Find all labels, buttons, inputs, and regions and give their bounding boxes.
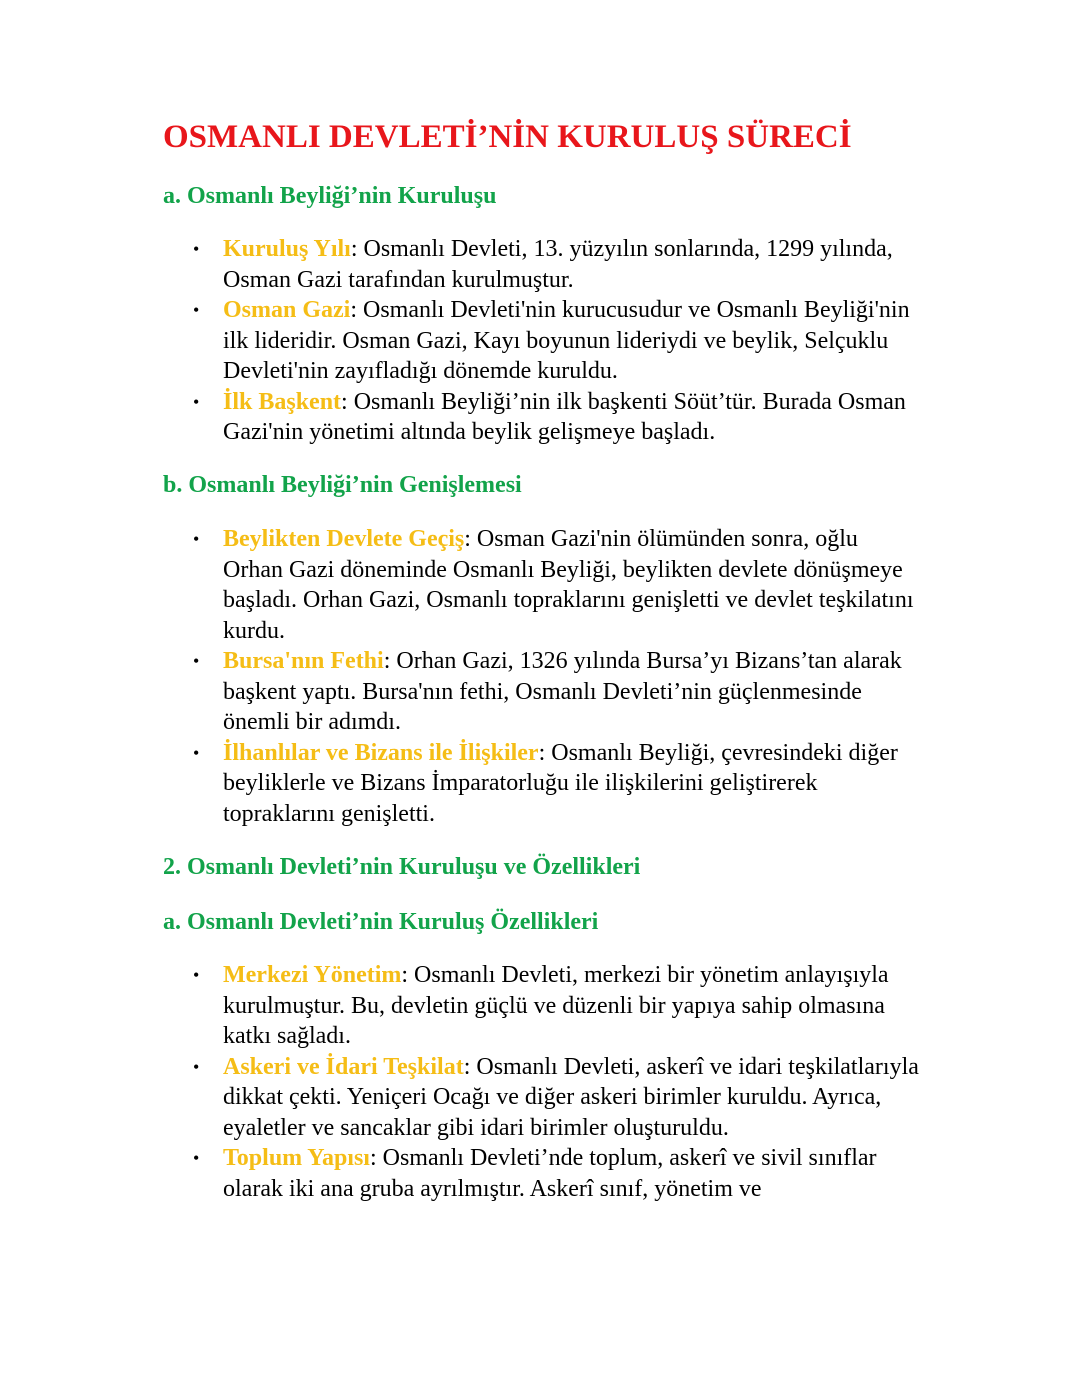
bullet-icon: • [193, 651, 200, 671]
term-label: İlhanlılar ve Bizans ile İlişkiler [223, 739, 539, 766]
item-text: : Osmanlı Devleti'nin kurucusudur ve Osmanlı Beyliği'nin ilk lideridir. Osman Gazi, Kayı boyunun lideriydi ve beylik, Selçuklu Devleti'nin zayıfladığı dönemde kuruldu. [223, 297, 910, 384]
list-item [0, 295, 923, 387]
bullet-icon: • [193, 391, 200, 412]
item-text: : Osmanlı Devleti’nde toplum, askerî ve sivil sınıflar olarak iki ana gruba ayrılmıştır. Askerî sınıf, yönetim ve [223, 1145, 877, 1202]
term-label: Kuruluş Yılı [223, 236, 351, 262]
list-item [0, 960, 923, 1052]
term-label: Beylikten Devlete Geçiş [223, 526, 465, 552]
section-heading: b. Osmanlı Beyliği’nin Genişlemesi [163, 472, 522, 498]
list-item [0, 738, 923, 830]
term-label: Bursa'nın Fethi [223, 648, 384, 674]
item-text: : Osman Gazi'nin ölümünden sonra, oğlu Orhan Gazi döneminde Osmanlı Beyliği, beylikten devlete dönüşmeye başladı. Orhan Gazi, Osmanlı topraklarını genişletti ve devlet teşkilatını kurdu. [223, 526, 914, 644]
page-title: OSMANLI DEVLETİ’NİN KURULUŞ SÜRECİ [163, 119, 852, 155]
list-item [0, 646, 923, 738]
bullet-list [0, 960, 1000, 1204]
list-item [0, 524, 923, 646]
bullet-icon: • [193, 1148, 200, 1168]
bullet-icon: • [193, 300, 200, 320]
list-item [0, 234, 923, 295]
list-item [0, 1143, 923, 1204]
item-text: : Osmanlı Devleti, askerî ve idari teşkilatlarıyla dikkat çekti. Yeniçeri Ocağı ve diğer askeri birimler kuruldu. Ayrıca, eyaletler ve sancaklar gibi idari birimler oluşturuldu. [223, 1053, 919, 1141]
bullet-icon: • [193, 742, 200, 763]
item-text: : Osmanlı Devleti, merkezi bir yönetim anlayışıyla kurulmuştur. Bu, devletin güçlü ve düzenli bir yapıya sahip olmasına katkı sağladı. [223, 962, 889, 1049]
list-item [0, 1052, 923, 1144]
section-heading: 2. Osmanlı Devleti’nin Kuruluşu ve Özellikleri [163, 854, 641, 880]
term-label: Askeri ve İdari Teşkilat [223, 1053, 464, 1080]
bullet-list [0, 524, 1000, 829]
term-label: Toplum Yapısı [223, 1145, 370, 1171]
item-text: : Orhan Gazi, 1326 yılında Bursa’yı Bizans’tan alarak başkent yaptı. Bursa'nın fethi, Osmanlı Devleti’nin güçlenmesinde önemli bir adımdı. [223, 648, 902, 735]
term-label: Merkezi Yönetim [223, 962, 402, 988]
list-item [0, 387, 923, 448]
item-text: : Osmanlı Beyliği’nin ilk başkenti Söüt’tür. Burada Osman Gazi'nin yönetimi altında beylik gelişmeye başladı. [223, 388, 906, 445]
bullet-list [0, 234, 1000, 448]
bullet-icon: • [193, 529, 200, 549]
bullet-icon: • [193, 239, 200, 259]
term-label: İlk Başkent [223, 388, 342, 415]
term-label: Osman Gazi [223, 297, 351, 323]
item-text: : Osmanlı Beyliği, çevresindeki diğer beyliklerle ve Bizans İmparatorluğu ile ilişkilerini geliştirerek topraklarını genişletti. [223, 739, 898, 827]
bullet-icon: • [193, 1056, 200, 1077]
bullet-icon: • [193, 965, 200, 985]
section-heading: a. Osmanlı Devleti’nin Kuruluş Özellikleri [163, 909, 599, 935]
section-heading: a. Osmanlı Beyliği’nin Kuruluşu [163, 183, 497, 209]
item-text: : Osmanlı Devleti, 13. yüzyılın sonlarında, 1299 yılında, Osman Gazi tarafından kurulmuştur. [223, 236, 893, 293]
